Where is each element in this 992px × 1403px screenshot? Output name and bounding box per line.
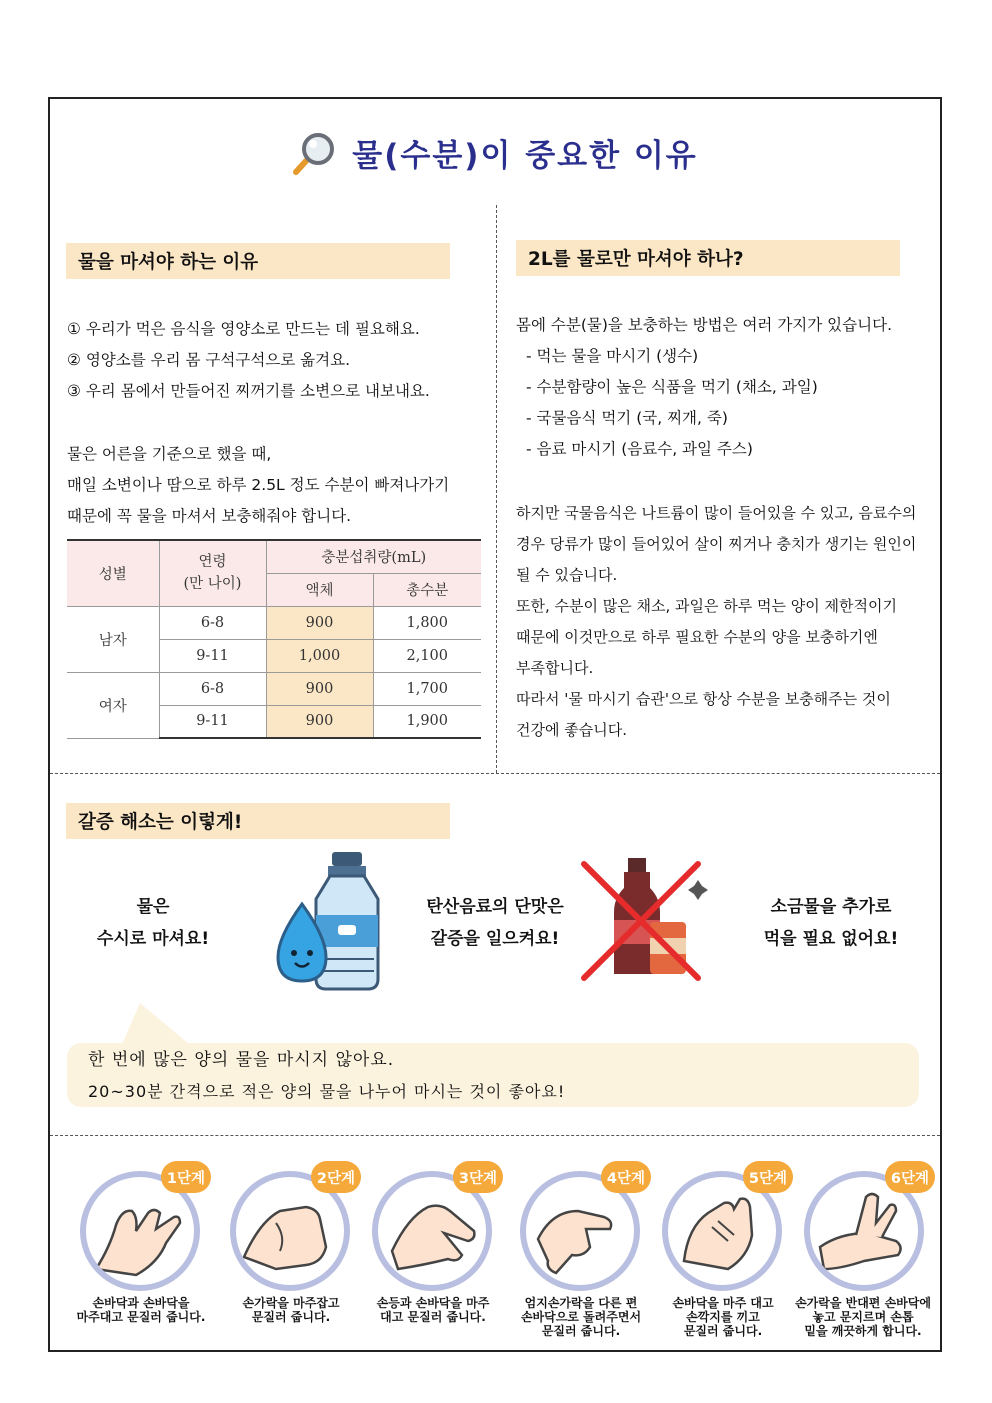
method-item: - 음료 마시기 (음료수, 과일 주스) <box>526 440 753 458</box>
tip-line: 물은 <box>136 897 170 917</box>
tip-water <box>78 891 228 955</box>
intake-table <box>67 539 481 739</box>
cell-age: 6-8 <box>159 606 266 639</box>
step-caption <box>212 1296 370 1324</box>
caption-line: 손바닥을 마주 대고 <box>672 1296 774 1310</box>
paragraph-line: 경우 당류가 많이 들어있어 살이 찌거나 충치가 생기는 원인이 <box>516 535 917 553</box>
magnifier-icon <box>292 129 338 175</box>
step-badge: 1단계 <box>161 1161 211 1193</box>
caption-line: 엄지손가락을 다른 편 <box>524 1296 638 1310</box>
paragraph-line: 하지만 국물음식은 나트륨이 많이 들어있을 수 있고, 음료수의 <box>516 504 917 522</box>
tip-line: 소금물을 추가로 <box>770 897 892 917</box>
tip-line: 먹을 필요 없어요! <box>763 929 899 949</box>
caption-line: 밑을 깨끗하게 합니다. <box>804 1324 922 1338</box>
tip-saltwater <box>746 891 916 955</box>
paragraph-line: 될 수 있습니다. <box>516 566 618 584</box>
caption-line: 손깍지를 끼고 <box>686 1310 760 1324</box>
table-row <box>67 606 481 639</box>
step-1 <box>68 1159 213 1319</box>
right-heading: 2L를 물로만 마셔야 하나? <box>516 240 900 276</box>
page-frame <box>48 97 942 1352</box>
step-6 <box>792 1159 937 1319</box>
method-item: - 국물음식 먹기 (국, 찌개, 죽) <box>526 409 728 427</box>
method-item: - 수분함량이 높은 식품을 먹기 (채소, 과일) <box>526 378 818 396</box>
header-age <box>159 540 266 606</box>
bubble-line: 20~30분 간격으로 적은 양의 물을 나누어 마시는 것이 좋아요! <box>88 1082 566 1101</box>
intro-line: 몸에 수분(물)을 보충하는 방법은 여러 가지가 있습니다. <box>516 316 892 334</box>
no-soda-icon <box>580 854 720 984</box>
caption-line: 문질러 줍니다. <box>683 1324 763 1338</box>
caption-line: 문질러 줍니다. <box>541 1324 621 1338</box>
thirst-heading: 갈증 해소는 이렇게! <box>66 803 450 839</box>
caption-line: 마주대고 문질러 줍니다. <box>76 1310 206 1324</box>
cell-liquid: 900 <box>266 606 373 639</box>
cell-age: 9-11 <box>159 639 266 672</box>
cell-gender: 남자 <box>67 606 159 672</box>
reason-item: ③ 우리 몸에서 만들어진 찌꺼기를 소변으로 내보내요. <box>67 382 430 400</box>
paragraph-line: 매일 소변이나 땀으로 하루 2.5L 정도 수분이 빠져나가기 <box>67 476 450 494</box>
reason-item: ② 영양소를 우리 몸 구석구석으로 옮겨요. <box>67 351 351 369</box>
caption-line: 손바닥과 손바닥을 <box>92 1296 190 1310</box>
step-badge: 2단계 <box>311 1161 361 1193</box>
step-badge: 5단계 <box>743 1161 793 1193</box>
reason-item: ① 우리가 먹은 음식을 영양소로 만드는 데 필요해요. <box>67 320 420 338</box>
title-area <box>50 129 940 179</box>
step-caption <box>62 1296 220 1324</box>
header-total: 총수분 <box>373 573 481 606</box>
method-item: - 먹는 물을 마시기 (생수) <box>526 347 699 365</box>
tip-line: 탄산음료의 단맛은 <box>426 897 564 917</box>
paragraph-line: 때문에 이것만으로 하루 필요한 수분의 양을 보충하기엔 <box>516 628 878 646</box>
caption-line: 손가락을 마주잡고 <box>242 1296 340 1310</box>
step-caption <box>354 1296 512 1324</box>
paragraph-line: 부족합니다. <box>516 659 594 677</box>
cell-total: 1,700 <box>373 672 481 705</box>
cell-age: 6-8 <box>159 672 266 705</box>
step-3 <box>360 1159 505 1319</box>
paragraph-line: 또한, 수분이 많은 채소, 과일은 하루 먹는 양이 제한적이기 <box>516 597 897 615</box>
cell-total: 2,100 <box>373 639 481 672</box>
header-age-line: (만 나이) <box>183 576 242 593</box>
cell-liquid: 900 <box>266 705 373 738</box>
cell-age: 9-11 <box>159 705 266 738</box>
tip-soda <box>410 891 580 955</box>
paragraph-line: 물은 어른을 기준으로 했을 때, <box>67 445 272 463</box>
bubble-line: 한 번에 많은 양의 물을 마시지 않아요. <box>88 1050 395 1070</box>
cell-liquid: 1,000 <box>266 639 373 672</box>
cell-total: 1,900 <box>373 705 481 738</box>
caption-line: 손가락을 반대편 손바닥에 <box>795 1296 931 1310</box>
step-badge: 3단계 <box>453 1161 503 1193</box>
paragraph-line: 따라서 '물 마시기 습관'으로 항상 수분을 보충해주는 것이 <box>516 690 891 708</box>
paragraph-line: 건강에 좋습니다. <box>516 721 627 739</box>
tip-line: 수시로 마셔요! <box>96 929 210 949</box>
step-caption <box>502 1296 660 1338</box>
step-caption <box>784 1296 942 1338</box>
section-divider <box>50 1135 940 1136</box>
left-heading: 물을 마셔야 하는 이유 <box>66 243 450 279</box>
caption-line: 손등과 손바닥을 마주 <box>376 1296 490 1310</box>
step-2 <box>218 1159 363 1319</box>
header-age-line: 연령 <box>198 554 227 571</box>
cell-total: 1,800 <box>373 606 481 639</box>
caption-line: 대고 문질러 줍니다. <box>380 1310 486 1324</box>
header-liquid: 액체 <box>266 573 373 606</box>
bubble-text <box>88 1043 565 1107</box>
caption-line: 문질러 줍니다. <box>251 1310 331 1324</box>
column-divider <box>496 205 497 773</box>
step-badge: 4단계 <box>601 1161 651 1193</box>
header-gender: 성별 <box>67 540 159 606</box>
step-caption <box>644 1296 802 1338</box>
paragraph-line: 때문에 꼭 물을 마셔서 보충해줘야 합니다. <box>67 507 352 525</box>
header-intake: 충분섭취량(mL) <box>266 540 481 573</box>
cell-gender: 여자 <box>67 672 159 738</box>
table-row <box>67 672 481 705</box>
page-title: 물(수분)이 중요한 이유 <box>352 137 698 174</box>
section-divider <box>50 773 940 774</box>
tip-line: 갈증을 일으켜요! <box>430 929 560 949</box>
water-bottle-icon <box>270 849 390 994</box>
caption-line: 손바닥으로 돌려주면서 <box>520 1310 642 1324</box>
step-5 <box>650 1159 795 1319</box>
cell-liquid: 900 <box>266 672 373 705</box>
step-badge: 6단계 <box>885 1161 935 1193</box>
step-4 <box>508 1159 653 1319</box>
caption-line: 놓고 문지르며 손톱 <box>812 1310 914 1324</box>
